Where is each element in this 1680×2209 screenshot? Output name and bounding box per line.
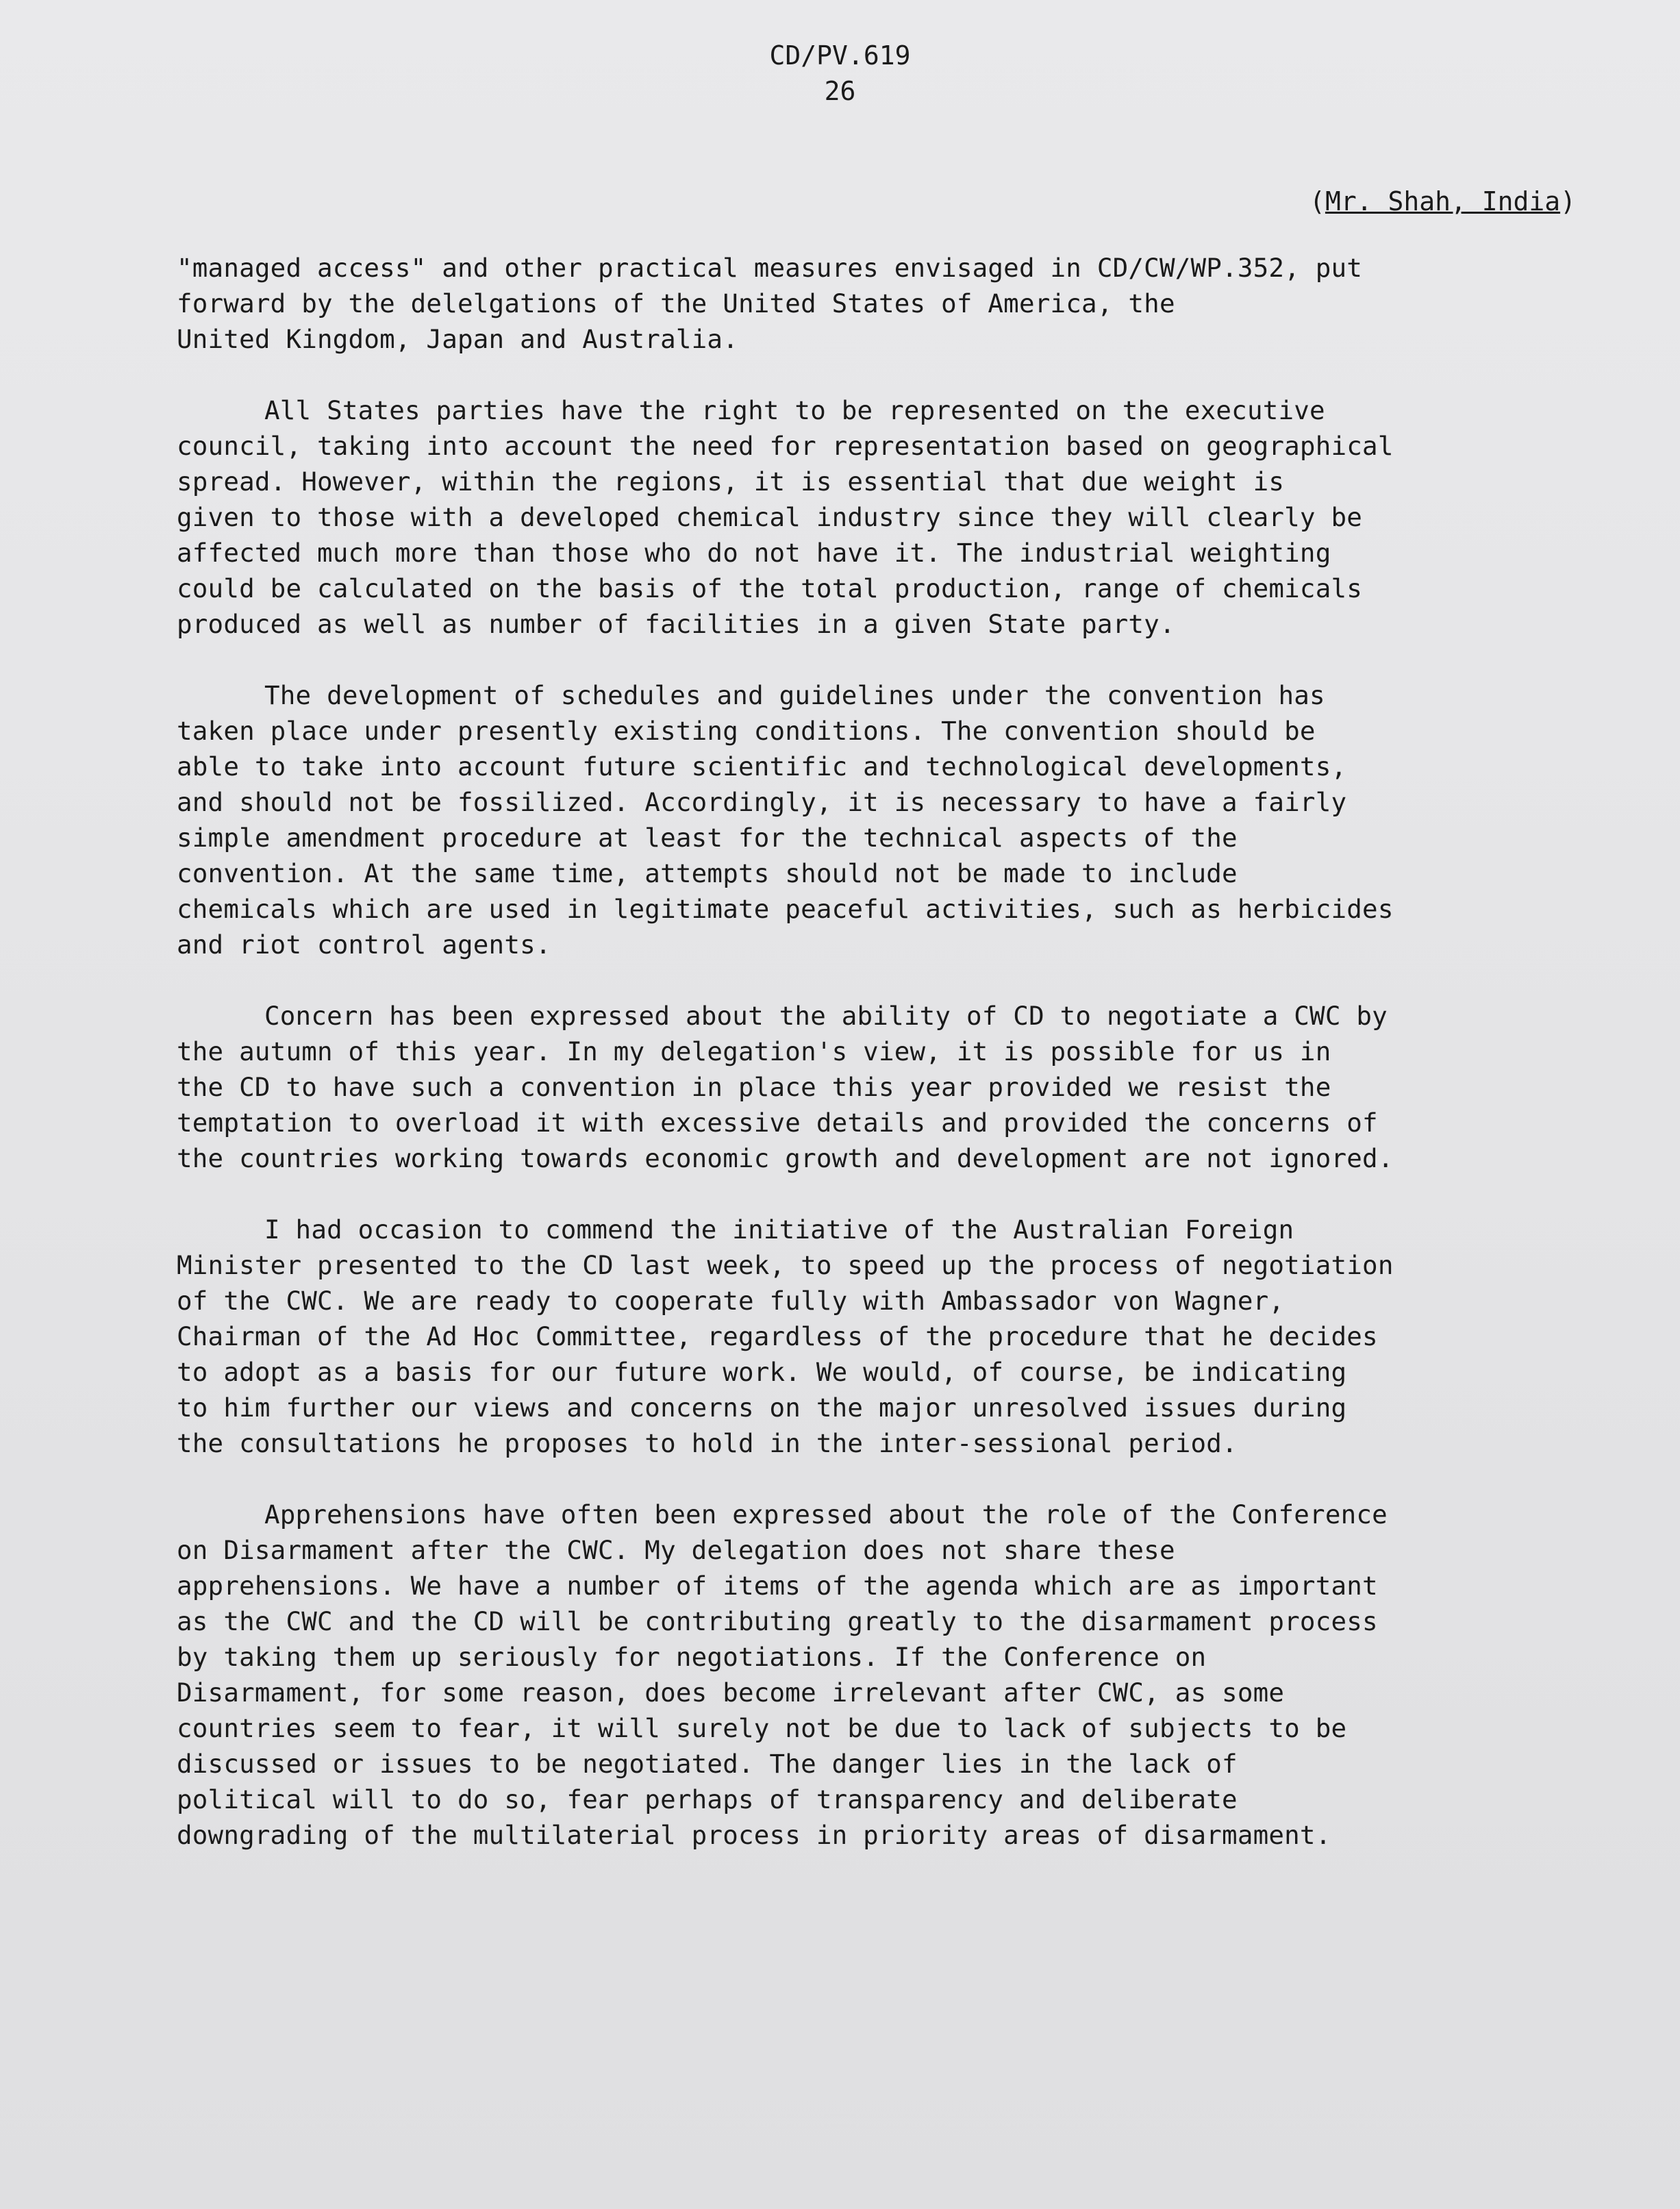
paragraph-executive-council: All States parties have the right to be represented on the executive council, taking into account the need for representation based on geographical spread. However, within the regions, it is essential that due weight is given to those with a developed chemical industry since they will clearly be affected much more than those who do not have it. The industrial weighting could be calculated on the basis of the total production, range of chemicals produced as well as number of facilities in a given State party. <box>177 395 1394 639</box>
document-id: CD/PV.619 <box>769 40 911 71</box>
page-number: 26 <box>824 76 856 106</box>
speaker-close-paren: ) <box>1560 186 1576 216</box>
speaker-name: Mr. Shah, India <box>1325 186 1561 216</box>
speaker-open-paren: ( <box>1309 186 1325 216</box>
paragraph-australian-initiative: I had occasion to commend the initiative of the Australian Foreign Minister presented to the CD last week, to speed up the process of negotiation of the CWC. We are ready to cooperate fully with Ambassador von Wagner, Chairman of the Ad Hoc Committee, regardless of the procedure that he decides to adopt as a basis for our future work. We would, of course, be indicating to him further our views and concerns on the major unresolved issues during the consultations he proposes to hold in the inter-sessional period. <box>177 1214 1394 1458</box>
speaker-attribution <box>1309 184 1576 219</box>
paragraph-conference-role: Apprehensions have often been expressed about the role of the Conference on Disarmament after the CWC. My delegation does not share these apprehensions. We have a number of items of the agenda which are as important as the CWC and the CD will be contributing greatly to the disarmament process by taking them up seriously for negotiations. If the Conference on Disarmament, for some reason, does become irrelevant after CWC, as some countries seem to fear, it will surely not be due to lack of subjects to be discussed or issues to be negotiated. The danger lies in the lack of political will to do so, fear perhaps of transparency and deliberate downgrading of the multilaterial process in priority areas of disarmament. <box>177 1499 1388 1850</box>
paragraph-negotiation-timing: Concern has been expressed about the ability of CD to negotiate a CWC by the autumn of this year. In my delegation's view, it is possible for us in the CD to have such a convention in place this year provided we resist the temptation to overload it with excessive details and provided the concerns of the countries working towards economic growth and development are not ignored. <box>177 1001 1394 1173</box>
paragraph-continuation: "managed access" and other practical measures envisaged in CD/CW/WP.352, put forward by the delelgations of the United States of America, the United Kingdom, Japan and Australia. <box>177 253 1363 354</box>
document-body <box>177 250 1588 1888</box>
paragraph-schedules: The development of schedules and guidelines under the convention has taken place under presently existing conditions. The convention should be able to take into account future scientific and technological developments, and should not be fossilized. Accordingly, it is necessary to have a fairly simple amendment procedure at least for the technical aspects of the convention. At the same time, attempts should not be made to include chemicals which are used in legitimate peaceful activities, such as herbicides and riot control agents. <box>177 680 1394 960</box>
